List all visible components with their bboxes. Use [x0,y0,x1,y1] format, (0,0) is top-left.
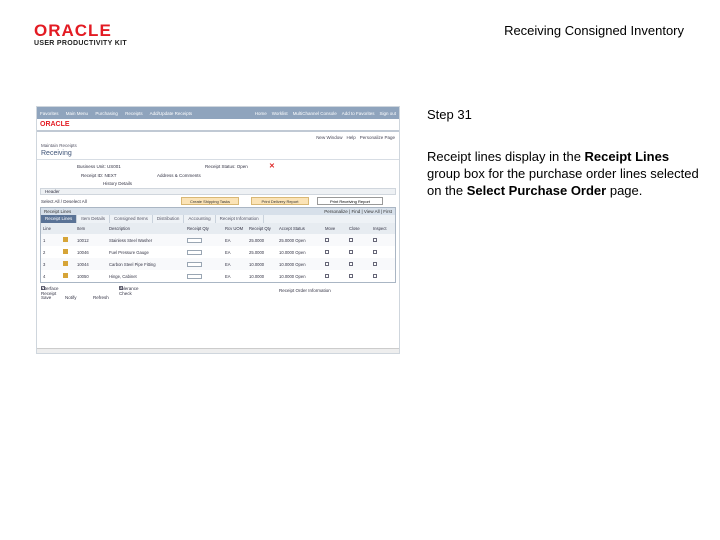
row-qty-input[interactable] [185,261,223,266]
personalize-page-link[interactable]: Personalize Page [359,135,395,140]
top-navigation-bar [37,107,399,119]
grid-navigation[interactable]: Personalize | Find | View All | First [324,209,392,214]
grid-rows [41,234,395,282]
col-move: Move [325,226,336,231]
row-detail-icon[interactable] [61,237,75,243]
action-buttons-row [37,195,399,207]
col-rcv-uom: Rcv UOM [225,226,244,231]
col-receipt-qty-2: Receipt Qty [249,226,271,231]
row-detail-icon[interactable] [61,249,75,255]
print-receiving-report-button[interactable]: Print Receiving Report [317,197,383,205]
row-close-checkbox[interactable] [347,250,371,255]
description-bold: Select Purchase Order [466,183,607,198]
business-unit-field: Business Unit: US001 [77,164,121,169]
row-line: 2 [43,249,46,255]
description-text: page. [606,183,643,198]
step-number: Step 31 [427,107,472,122]
history-details-link[interactable]: History Details [103,181,133,186]
row-move-checkbox[interactable] [323,274,347,279]
tab-consigned-items[interactable]: Consigned Items [110,215,153,223]
oracle-mini-logo: ORACLE [40,121,70,128]
grid-title: Receipt Lines [44,209,72,214]
row-detail-icon[interactable] [61,261,75,267]
row-item: 10050 [77,273,89,279]
row-qty2: 25.0000 [249,237,265,243]
row-close-checkbox[interactable] [347,238,371,243]
breadcrumb [40,111,255,116]
receipt-footer [37,283,399,303]
row-uom: EA [225,273,231,279]
row-close-checkbox[interactable] [347,262,371,267]
row-move-checkbox[interactable] [323,262,347,267]
row-qty2: 10.0000 [249,273,265,279]
col-accept-status: Accept Status [279,226,305,231]
tab-receipt-information[interactable]: Receipt Information [216,215,264,223]
receipt-info-link[interactable]: Receipt Order Information [279,288,331,293]
row-uom: EA [225,237,231,243]
page-header-label: Maintain Receipts [41,143,77,148]
row-line: 3 [43,261,46,267]
row-qty2: 10.0000 [249,261,265,267]
row-inspect-checkbox[interactable] [371,250,395,255]
row-uom: EA [225,249,231,255]
col-close: Close [349,226,360,231]
row-item: 10044 [77,261,89,267]
receipt-status-field: Receipt Status: Open [205,164,248,169]
nav-sign-out[interactable]: Sign out [379,110,396,116]
row-move-checkbox[interactable] [323,250,347,255]
row-qty-input[interactable] [185,273,223,278]
breadcrumb-item[interactable]: Purchasing [95,110,118,116]
help-link[interactable]: Help [346,135,356,140]
col-line: Line [43,226,51,231]
document-title: Receiving Consigned Inventory [504,23,684,38]
breadcrumb-item[interactable]: Receipts [125,110,143,116]
address-comments-link[interactable]: Address & Comments [157,173,201,178]
description-text: Receipt lines display in the [427,149,585,164]
row-qty-input[interactable] [185,249,223,254]
row-qty2: 25.0000 [249,249,265,255]
grid-tabs [41,215,395,223]
page-title: Receiving [37,148,399,160]
new-window-link[interactable]: New Window [316,135,343,140]
save-button[interactable]: Save [41,295,52,300]
table-row [41,258,395,270]
row-qty-input[interactable] [185,237,223,242]
nav-multichannel[interactable]: MultiChannel Console [292,110,337,116]
nav-worklist[interactable]: Worklist [271,110,288,116]
nav-add-favorites[interactable]: Add to Favorites [341,110,375,116]
select-all-label[interactable]: Select All / Deselect All [41,199,87,204]
row-inspect-checkbox[interactable] [371,274,395,279]
row-inspect-checkbox[interactable] [371,262,395,267]
tab-accounting[interactable]: Accounting [184,215,215,223]
global-nav [255,111,396,116]
tab-receipt-lines[interactable]: Receipt Lines [41,215,77,223]
header-section-bar[interactable]: Header [40,188,396,195]
nav-home[interactable]: Home [254,110,267,116]
grid-title-bar [41,208,395,215]
oracle-upk-logo [34,22,127,47]
row-item: 10012 [77,237,89,243]
tab-distribution[interactable]: Distribution [153,215,185,223]
row-line: 4 [43,273,46,279]
row-uom: EA [225,261,231,267]
breadcrumb-item[interactable]: Main Menu [65,110,89,116]
oracle-wordmark: ORACLE [34,21,112,40]
horizontal-scrollbar[interactable] [37,348,399,353]
brand-header [37,119,399,132]
table-row [41,246,395,258]
print-delivery-report-button[interactable]: Print Delivery Report [251,197,309,205]
interface-receipt-label: Interface Receipt [41,286,59,296]
row-move-checkbox[interactable] [323,238,347,243]
row-description: Fuel Pressure Gauge [109,249,149,255]
description-text: group box for the purchase order lines selected on the [427,166,699,198]
receipt-header-fields [37,160,399,188]
row-description: Hinge, Cabinet [109,273,137,279]
breadcrumb-item[interactable]: Add/Update Receipts [149,110,193,116]
application-screenshot [36,106,400,354]
table-row [41,270,395,282]
delete-icon[interactable]: ✕ [269,163,275,170]
tolerance-check-label: Tolerance Check [119,286,139,296]
tab-item-details[interactable]: Item Details [77,215,110,223]
col-inspect: Inspect [373,226,387,231]
row-detail-icon[interactable] [61,273,75,279]
step-description [427,148,699,199]
col-description: Description [109,226,130,231]
row-close-checkbox[interactable] [347,274,371,279]
grid-column-headers [41,223,395,234]
upk-subtitle: USER PRODUCTIVITY KIT [34,40,127,47]
row-status: 25.0000 Open [279,237,306,243]
breadcrumb-item[interactable]: Favorites [40,110,59,116]
page-toolbar [37,132,399,140]
table-row [41,234,395,246]
refresh-button[interactable]: Refresh [93,295,109,300]
row-line: 1 [43,237,46,243]
description-bold: Receipt Lines [584,149,670,164]
receipt-id-field: Receipt ID: NEXT [81,173,117,178]
row-description: Stainless Steel Washer [109,237,153,243]
row-inspect-checkbox[interactable] [371,238,395,243]
row-description: Carbon Steel Pipe Fitting [109,261,156,267]
col-receipt-qty: Receipt Qty [187,226,209,231]
row-status: 10.0000 Open [279,249,306,255]
row-status: 10.0000 Open [279,273,306,279]
receipt-lines-grid [40,207,396,283]
row-item: 10046 [77,249,89,255]
create-shipping-tasks-button[interactable]: Create Shipping Tasks [181,197,239,205]
notify-button[interactable]: Notify [65,295,77,300]
row-status: 10.0000 Open [279,261,306,267]
col-item: Item [77,226,86,231]
